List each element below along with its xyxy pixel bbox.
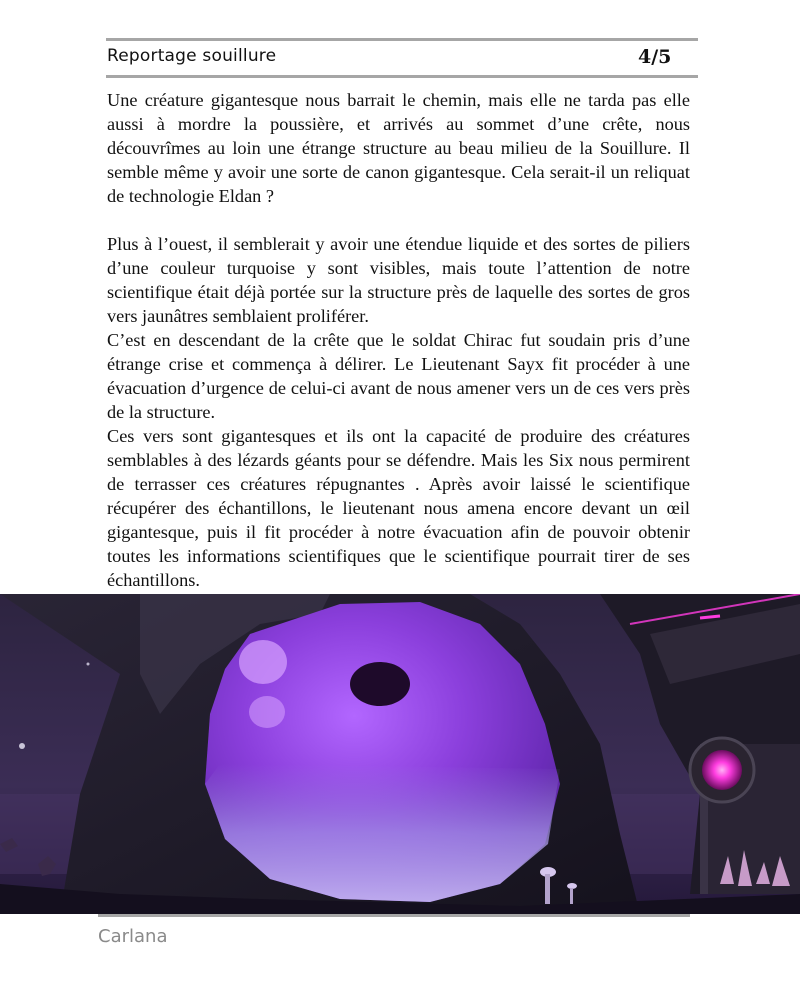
author-name: Carlana bbox=[98, 926, 168, 947]
mushroom-stem bbox=[570, 888, 573, 904]
eye-highlight bbox=[239, 640, 287, 684]
paragraph: Une créature gigantesque nous barrait le chemin, mais elle ne tarda pas elle aussi à mordre la poussière, et arrivés au sommet d’une crête, nous découvrîmes au loin une étrange structure au beau milieu de la Souillure. Il semble même y avoir une sorte de canon gigantesque. Cela serait-il un reliquat de technologie Eldan ? bbox=[107, 90, 690, 206]
eye-highlight bbox=[249, 696, 285, 728]
paragraph: C’est en descendant de la crête que le soldat Chirac fut soudain pris d’une étrange crise et commença à délirer. Le Lieutenant Sayx fit procéder à une évacuation d’urgence de celui-ci avant de nous amener vers un de ces vers près de la structure. bbox=[107, 330, 690, 422]
header-rule-top bbox=[106, 38, 698, 41]
header-rule-bottom bbox=[106, 75, 698, 78]
mushroom-stem bbox=[545, 874, 550, 904]
page-number: 4/5 bbox=[638, 46, 672, 68]
paragraph: Ces vers sont gigantesques et ils ont la capacité de produire des créatures semblables à des lézards géants pour se défendre. Mais les Six nous permirent de terrasser ces créatures répugnantes . Après avoir laissé le scientifique récupérer des échantillons, le lieutenant nous amena encore devant un œil gigantesque, puis il fit procéder à notre évacuation afin de pouvoir obtenir toutes les informations scientifiques que le scientifique pourrait tirer de ses échantillons. bbox=[107, 426, 690, 590]
eye-pupil bbox=[350, 662, 410, 706]
structure-trim bbox=[700, 616, 720, 618]
footer-rule bbox=[98, 914, 690, 917]
page-header-title: Reportage souillure bbox=[107, 46, 277, 66]
star bbox=[19, 743, 25, 749]
illustration-giant-eye bbox=[0, 594, 800, 914]
article-body bbox=[107, 88, 690, 592]
glowing-orb bbox=[702, 750, 742, 790]
star bbox=[87, 663, 90, 666]
giant-eye-illustration bbox=[0, 594, 800, 914]
paragraph: Plus à l’ouest, il semblerait y avoir une étendue liquide et des sortes de piliers d’une couleur turquoise y sont visibles, mais toute l’attention de notre scientifique était déjà portée sur la structure près de laquelle des sortes de gros vers jaunâtres semblaient proliférer. bbox=[107, 234, 690, 326]
